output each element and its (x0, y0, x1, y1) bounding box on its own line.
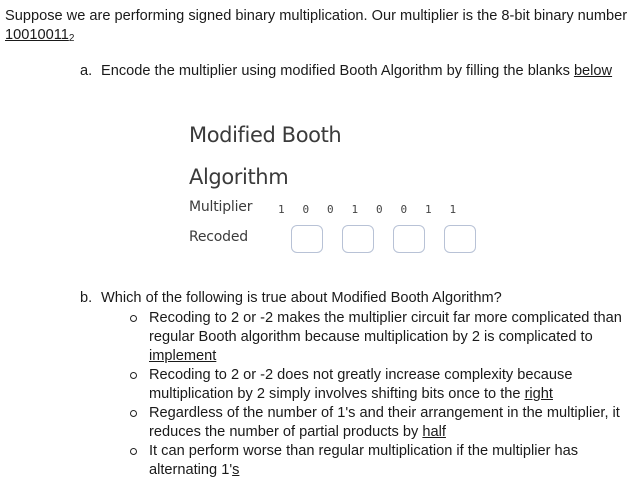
answer-option[interactable] (148, 442, 625, 480)
answer-options (148, 309, 625, 480)
booth-title-line1: Modified Booth (189, 123, 342, 147)
part-a-text (101, 62, 625, 81)
answer-option[interactable] (148, 309, 625, 366)
multiplier-label: Multiplier (189, 199, 253, 215)
problem-statement (5, 7, 629, 48)
multiplier-bit: 1 (449, 203, 457, 216)
recoded-input-box[interactable] (291, 225, 323, 253)
option-underlined-word: half (422, 424, 446, 440)
multiplier-bits (278, 200, 474, 219)
part-a (80, 62, 625, 81)
multiplier-row (189, 198, 489, 228)
booth-encoding-widget (189, 114, 489, 258)
recoded-input-box[interactable] (342, 225, 374, 253)
option-underlined-word: right (524, 386, 553, 402)
part-b (80, 289, 625, 480)
answer-option[interactable] (148, 366, 625, 404)
part-a-marker: a. (80, 63, 93, 79)
recoded-input-box[interactable] (393, 225, 425, 253)
part-b-question: Which of the following is true about Modified Booth Algorithm? (101, 290, 502, 306)
option-text: Regardless of the number of 1's and their arrangement in the multiplier, it reduces the number of partial products by (149, 405, 620, 440)
circle-bullet-icon (130, 315, 137, 322)
recoded-row (189, 228, 489, 258)
option-underlined-word: implement (149, 348, 217, 364)
circle-bullet-icon (130, 410, 137, 417)
circle-bullet-icon (130, 448, 137, 455)
recoded-label: Recoded (189, 229, 248, 245)
multiplier-bit: 1 (425, 203, 432, 216)
multiplier-bit: 0 (400, 203, 408, 216)
multiplier-bit: 0 (327, 203, 334, 216)
recoded-inputs (291, 225, 495, 253)
option-underlined-word: s (232, 462, 240, 478)
option-text: Recoding to 2 or -2 does not greatly increase complexity because multiplication by 2 simply involves shifting bits once to the (149, 367, 573, 402)
recoded-input-box[interactable] (444, 225, 476, 253)
base-subscript: 2 (68, 33, 75, 44)
circle-bullet-icon (130, 372, 137, 379)
part-a-instruction: Encode the multiplier using modified Booth Algorithm by filling the blanks (101, 63, 574, 79)
option-text: Recoding to 2 or -2 makes the multiplier circuit far more complicated than regular Booth algorithm because multiplication by 2 is complicated to (149, 310, 622, 345)
multiplier-bit: 1 (351, 203, 359, 216)
multiplier-bit: 1 (278, 203, 285, 216)
part-b-marker: b. (80, 290, 93, 306)
multiplier-bit: 0 (302, 203, 310, 216)
option-text: It can perform worse than regular multiplication if the multiplier has alternating 1' (149, 443, 579, 478)
intro-text: Suppose we are performing signed binary multiplication. Our multiplier is the 8-bit binary number (5, 8, 628, 24)
booth-title-line2: Algorithm (189, 165, 289, 189)
answer-option[interactable] (148, 404, 625, 442)
multiplier-number: 10010011 (5, 27, 69, 43)
part-a-underlined-word: below (573, 63, 613, 79)
multiplier-bit: 0 (376, 203, 383, 216)
